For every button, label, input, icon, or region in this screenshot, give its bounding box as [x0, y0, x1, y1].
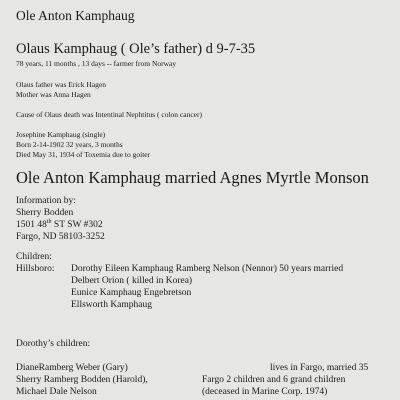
- marriage-heading: Ole Anton Kamphaug married Agnes Myrtle Monson: [16, 168, 369, 187]
- street-number: 1501 48: [16, 220, 47, 230]
- children-place: Hillsboro:: [16, 264, 55, 274]
- info-street: [16, 218, 103, 231]
- grandmother-line: Mother was Anna Hagen: [16, 90, 91, 99]
- child-item: Delbert Orion ( killed in Korea): [71, 276, 193, 286]
- child-item: Ellsworth Kamphaug: [71, 300, 153, 310]
- grandchild-note: Fargo 2 children and 6 grand children: [202, 375, 346, 385]
- children-label: Children:: [16, 252, 52, 262]
- josephine-born: Born 2-14-1902 32 years, 3 months: [16, 140, 123, 149]
- josephine-died: Died May 31, 1934 of Toxemia due to goiter: [16, 150, 151, 159]
- josephine-name: Josephine Kamphaug (single): [16, 130, 106, 139]
- child-item: Eunice Kamphaug Engebretson: [71, 288, 192, 298]
- page-title: Ole Anton Kamphaug: [16, 8, 135, 23]
- grandfather-line: Olaus father was Erick Hagen: [16, 80, 106, 89]
- grandchild-note: (deceased in Marine Corp. 1974): [202, 387, 328, 397]
- info-label: Information by:: [16, 196, 76, 206]
- grandchild-name: Sherry Ramberg Bodden (Harold),: [16, 375, 148, 385]
- child-item: Dorothy Eileen Kamphaug Ramberg Nelson (Nennor) 50 years married: [71, 264, 344, 274]
- street-suffix: th: [46, 218, 52, 225]
- street-rest: ST SW #302: [51, 220, 103, 230]
- info-name: Sherry Bodden: [16, 208, 74, 218]
- grandchild-note: lives in Fargo, married 35: [270, 363, 369, 373]
- father-age-line: 78 years, 11 months , 13 days -- farmer from Norway: [16, 59, 177, 68]
- info-city: Fargo, ND 58103-3252: [16, 232, 105, 242]
- father-heading: Olaus Kamphaug ( Ole’s father) d 9-7-35: [16, 41, 256, 57]
- grandchild-name: Michael Dale Nelson: [16, 387, 97, 397]
- cause-of-death-line: Cause of Olaus death was Intentinal Nephtitus ( colon cancer): [16, 110, 202, 119]
- grandchild-name: DianeRamberg Weber (Gary): [16, 363, 128, 373]
- dorothys-children-label: Dorothy’s children:: [16, 339, 91, 349]
